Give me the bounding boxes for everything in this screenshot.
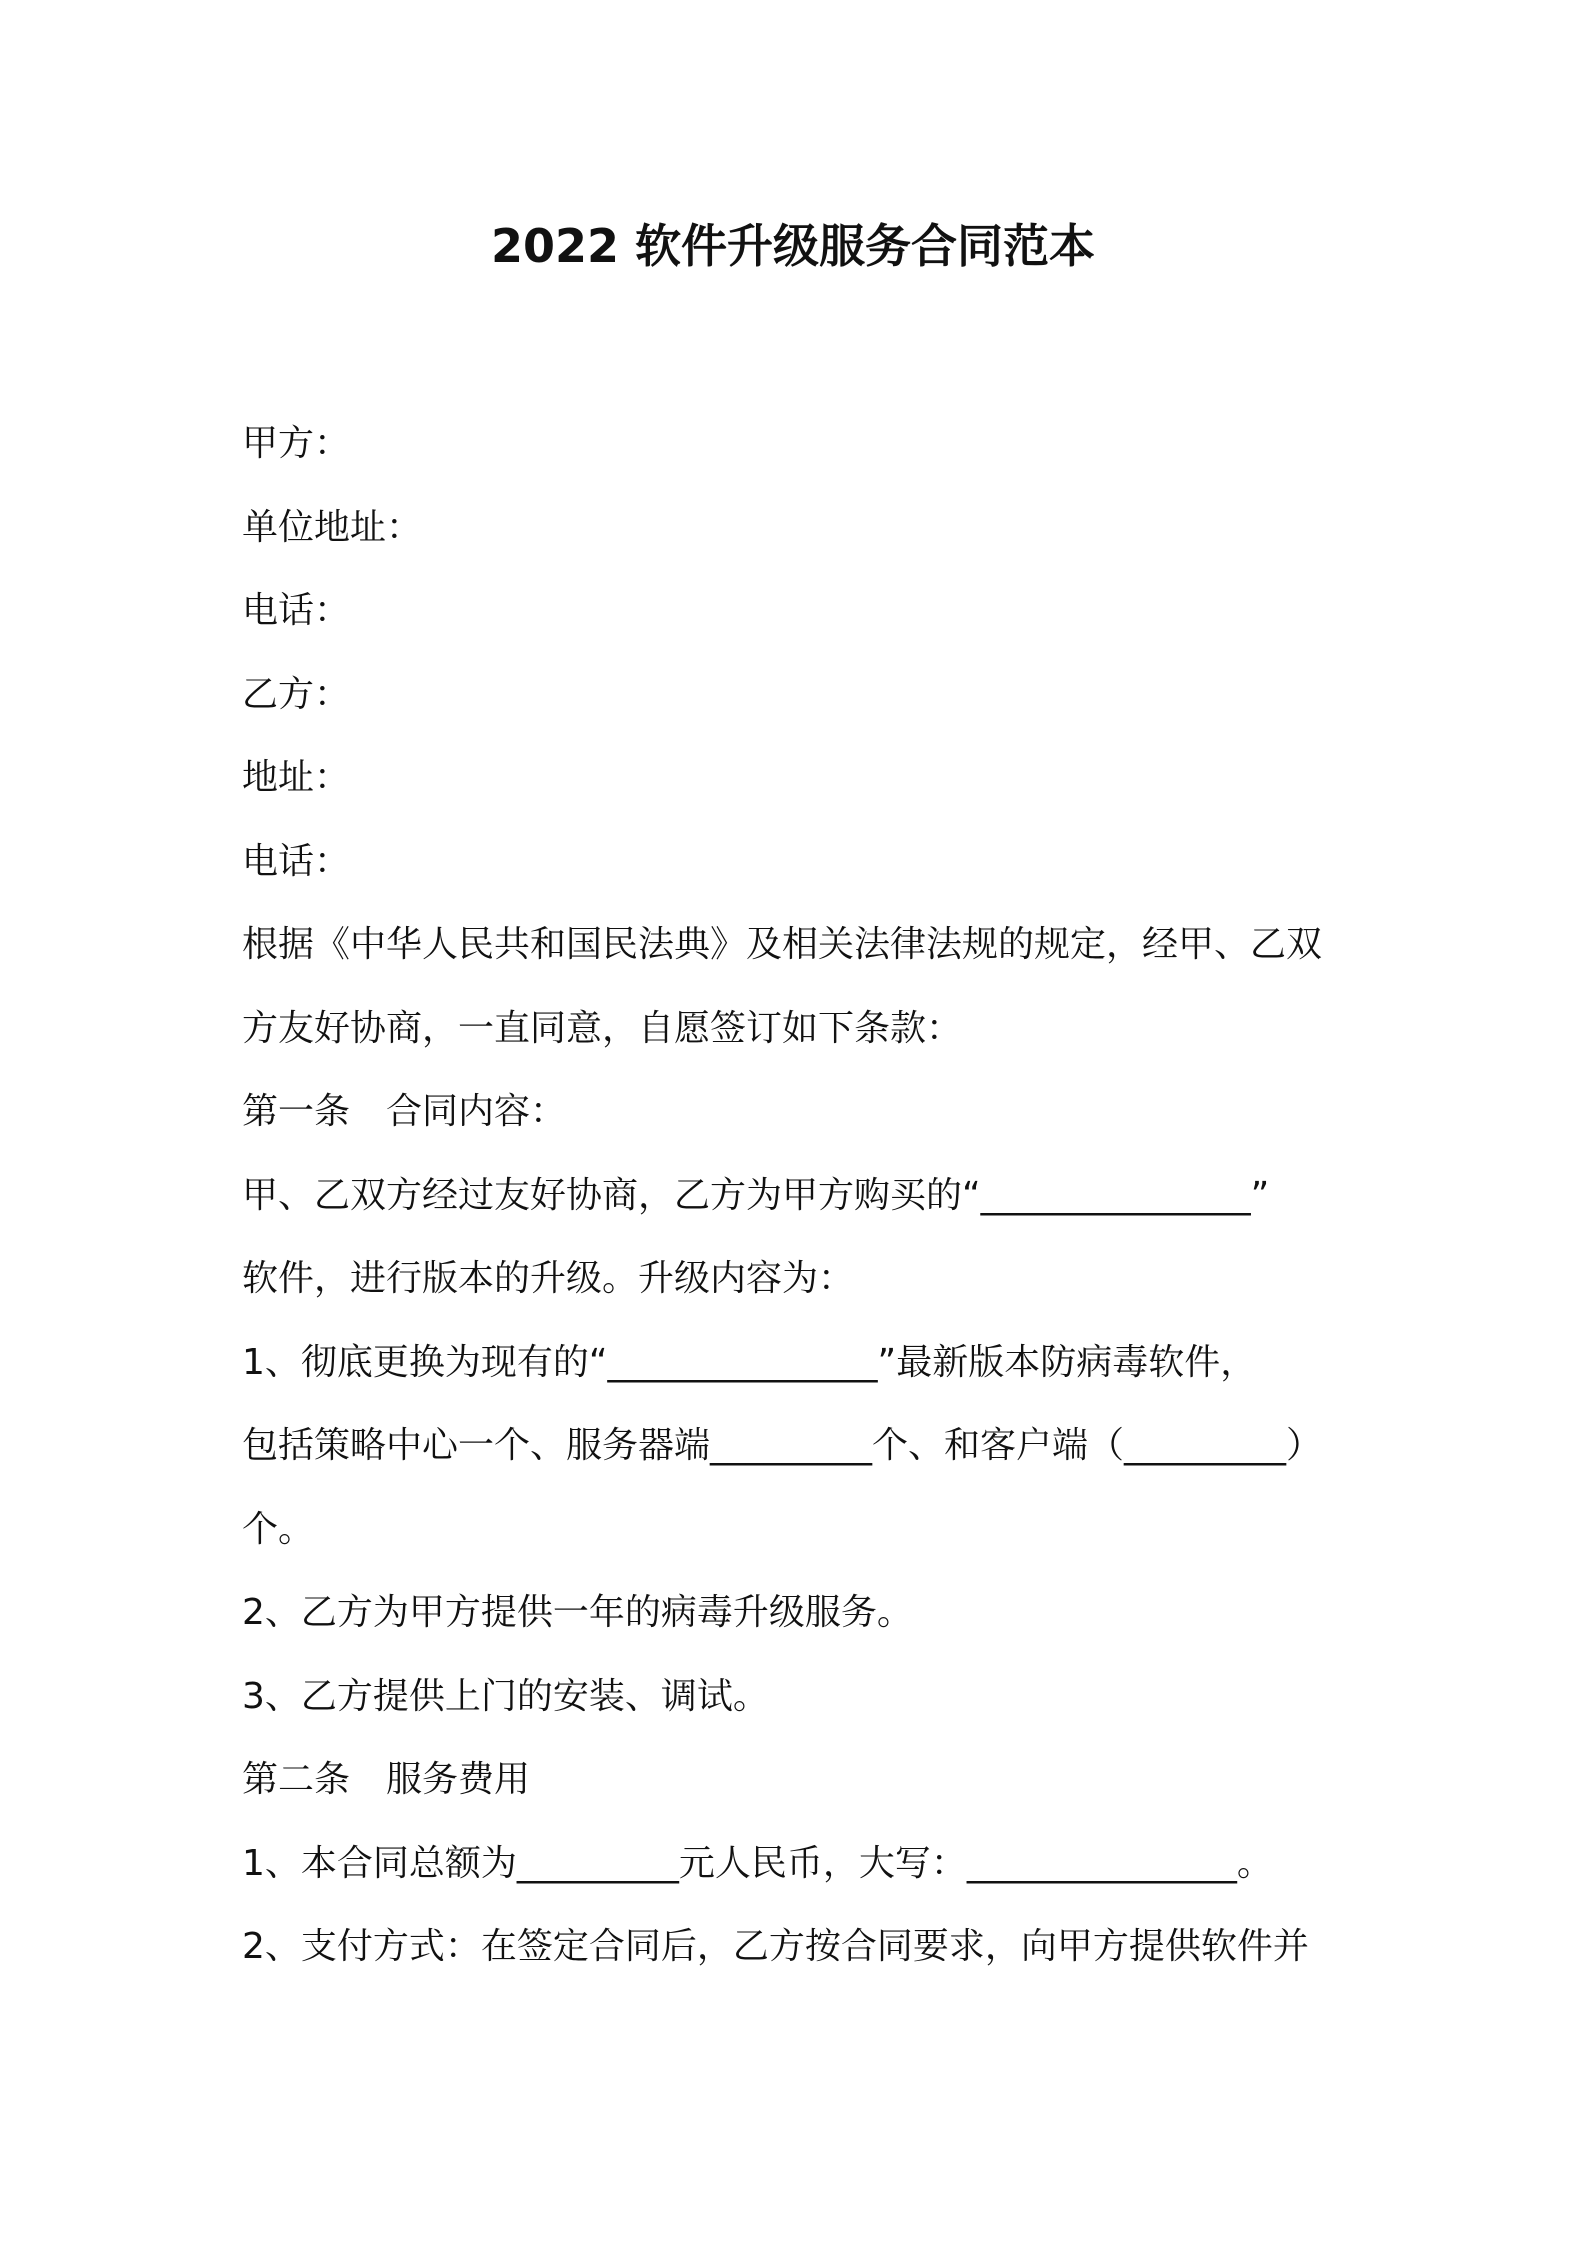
- party-a-line: 甲方：: [242, 423, 351, 464]
- party-b-line: 乙方：: [242, 673, 351, 715]
- article-2-heading: 第二条 服务费用: [242, 1759, 531, 1800]
- article-1-item-2: 2、乙方为甲方提供一年的病毒升级服务。: [242, 1592, 913, 1633]
- document-title: 2022 软件升级服务合同范本: [490, 219, 1096, 273]
- article-1-text-line-2: 软件，进行版本的升级。升级内容为：: [242, 1258, 855, 1299]
- article-1-text-line-1: 甲、乙双方经过友好协商，乙方为甲方购买的“_______________”: [242, 1174, 1270, 1216]
- preamble-line-2: 方友好协商，一直同意，自愿签订如下条款：: [242, 1007, 963, 1049]
- article-1-item-1-line-1: 1、彻底更换为现有的“_______________”最新版本防病毒软件，: [242, 1341, 1257, 1383]
- preamble-line-1: 根据《中华人民共和国民法典》及相关法律法规的规定，经甲、乙双: [242, 924, 1323, 965]
- party-a-address-line: 单位地址：: [242, 506, 423, 548]
- document-body: [242, 402, 1362, 1989]
- article-1-item-1-line-3: 个。: [242, 1508, 315, 1550]
- article-1-item-1-line-2: 包括策略中心一个、服务器端_________个、和客户端（_________）: [242, 1425, 1323, 1466]
- party-a-phone-line: 电话：: [242, 590, 351, 631]
- article-1-heading: 第一条 合同内容：: [242, 1091, 567, 1132]
- article-1-item-3: 3、乙方提供上门的安装、调试。: [242, 1675, 769, 1717]
- party-b-address-line: 地址：: [242, 757, 351, 798]
- party-b-phone-line: 电话：: [242, 840, 351, 882]
- article-2-item-1: 1、本合同总额为_________元人民币，大写：_______________。: [242, 1842, 1273, 1884]
- article-2-item-2: 2、支付方式：在签定合同后，乙方按合同要求，向甲方提供软件并: [242, 1926, 1309, 1967]
